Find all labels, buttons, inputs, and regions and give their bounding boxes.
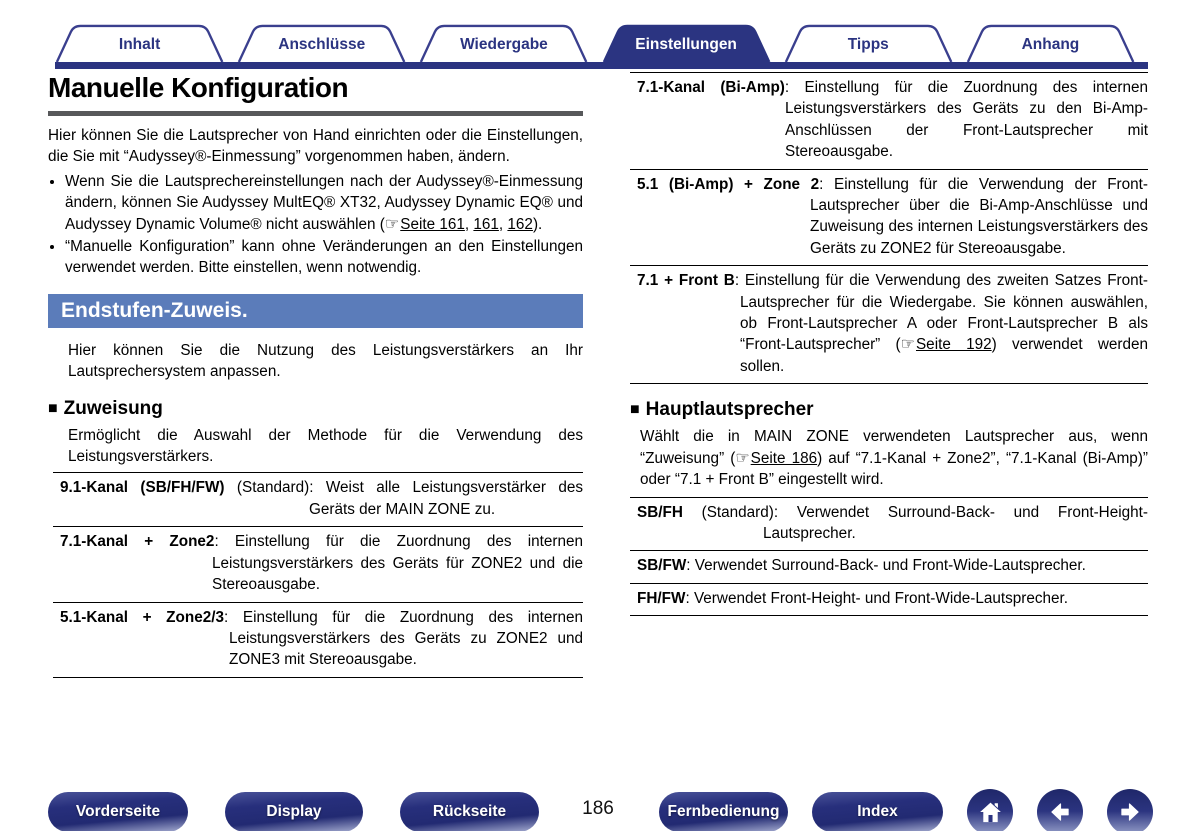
tab-label: Wiedergabe bbox=[460, 36, 548, 53]
tab-label: Inhalt bbox=[118, 36, 161, 53]
definition-desc: Einstellung für die Zuordnung des internen Leistungsverstärkers des Geräts zu den Bi-Amp-Anschlüssen der Front-Lautsprecher mit Stereoausgabe. bbox=[785, 79, 1149, 161]
pointing-hand-icon: ☞ bbox=[900, 336, 916, 354]
tab-inhalt[interactable] bbox=[55, 24, 224, 62]
definition-row bbox=[630, 550, 1148, 582]
definition-term: 9.1-Kanal (SB/FH/FW) bbox=[60, 479, 225, 497]
definition-term-suffix: : bbox=[734, 272, 740, 290]
intro-paragraph: Hier können Sie die Lautsprecher von Hand einrichten oder die Einstellungen, die Sie mit “Audyssey®-Einmessung” vorgenommen haben, ändern. bbox=[48, 127, 583, 166]
tab-label: Anschlüsse bbox=[278, 36, 366, 53]
tab-wiedergabe[interactable] bbox=[419, 24, 588, 62]
note-text-end: ). bbox=[532, 215, 543, 233]
definition-term-suffix: : bbox=[784, 79, 790, 96]
page-link-seite-192[interactable]: Seite 192 bbox=[915, 336, 992, 354]
definition-term-suffix: : bbox=[819, 175, 824, 193]
back-button[interactable] bbox=[1037, 789, 1083, 831]
definition-term: 5.1-Kanal + Zone2/3 bbox=[60, 608, 224, 626]
page-link-seite-161[interactable]: Seite 161 bbox=[400, 215, 465, 233]
definition-desc: Einstellung für die Zuordnung des internen Leistungsverstärkers des Geräts für ZONE2 und die Stereoausgabe. bbox=[212, 533, 584, 594]
definition-desc: Verwendet Surround-Back- und Front-Height-Lautsprecher. bbox=[763, 503, 1148, 542]
definition-desc-end: ) verwendet werden sollen. bbox=[740, 336, 1149, 375]
fernbedienung-button[interactable]: Fernbedienung bbox=[659, 792, 788, 831]
link-separator: , bbox=[464, 215, 474, 233]
definition-row bbox=[630, 169, 1148, 266]
intro-text-end: ) auf “7.1-Kanal + Zone2”, “7.1-Kanal (Bi-Amp)” oder “7.1 + Front B” eingestellt wird. bbox=[640, 449, 1149, 489]
subsection-title: Zuweisung bbox=[63, 397, 163, 419]
definition-term-suffix: : bbox=[214, 533, 219, 551]
section-header-endstufen-zuweis: Endstufen-Zuweis. bbox=[48, 294, 583, 328]
definition-term: 7.1-Kanal + Zone2 bbox=[60, 533, 215, 551]
definition-desc: Weist alle Leistungsverstärker des Geräts der MAIN ZONE zu. bbox=[309, 479, 584, 518]
footer-nav bbox=[0, 789, 1185, 831]
square-icon: ■ bbox=[630, 401, 640, 419]
arrow-left-icon bbox=[1047, 799, 1073, 825]
definition-term: 5.1 (Bi-Amp) + Zone 2 bbox=[637, 175, 820, 193]
subsection-intro bbox=[640, 426, 1148, 490]
page-title: Manuelle Konfiguration bbox=[48, 72, 583, 116]
index-button[interactable]: Index bbox=[812, 792, 943, 831]
display-button[interactable]: Display bbox=[225, 792, 363, 831]
definition-term-suffix: (Standard): bbox=[224, 479, 314, 497]
definition-table bbox=[630, 72, 1148, 384]
home-icon bbox=[977, 799, 1004, 826]
intro-text: Wählt die in MAIN ZONE verwendeten Lautsprecher aus, wenn “Zuweisung” ( bbox=[640, 428, 1148, 467]
definition-table bbox=[53, 472, 583, 677]
link-separator: , bbox=[498, 215, 508, 233]
definition-term-suffix: (Standard): bbox=[682, 503, 779, 521]
subsection-heading-zuweisung bbox=[48, 398, 583, 420]
pointing-hand-icon: ☞ bbox=[384, 215, 401, 233]
definition-term: SB/FH bbox=[637, 503, 683, 521]
right-column bbox=[630, 69, 1148, 616]
pointing-hand-icon: ☞ bbox=[735, 449, 751, 467]
page-content bbox=[0, 69, 1185, 678]
definition-term: FH/FW bbox=[637, 589, 686, 607]
arrow-right-icon bbox=[1117, 799, 1143, 825]
square-icon: ■ bbox=[48, 399, 58, 417]
tab-label: Einstellungen bbox=[635, 36, 737, 53]
definition-row bbox=[53, 602, 583, 677]
subsection-title: Hauptlautsprecher bbox=[645, 399, 814, 421]
note-list bbox=[51, 171, 583, 279]
page-number: 186 bbox=[582, 798, 614, 819]
top-tab-bar bbox=[55, 24, 1135, 62]
definition-desc: Einstellung für die Verwendung der Front-Lautsprecher über die Bi-Amp-Anschlüsse und Zuweisung des internen Leistungsverstärkers des Geräts zu ZONE2 für Stereoausgabe. bbox=[810, 175, 1149, 257]
tab-einstellungen-active[interactable] bbox=[602, 24, 771, 62]
tab-anhang[interactable] bbox=[966, 24, 1135, 62]
subsection-heading-hauptlautsprecher bbox=[630, 399, 1148, 421]
definition-desc: Einstellung für die Verwendung des zweiten Satzes Front-Lautsprecher für die Wiedergabe. Sie können auswählen, ob Front-Lautsprecher A oder Front-Lautsprecher B als “Front-Lautsprecher” ( bbox=[740, 272, 1148, 354]
vorderseite-button[interactable]: Vorderseite bbox=[48, 792, 188, 831]
definition-row bbox=[53, 526, 583, 601]
left-column bbox=[48, 69, 583, 678]
definition-term: SB/FW bbox=[637, 557, 687, 575]
note-text: Wenn Sie die Lautsprechereinstellungen nach der Audyssey®-Einmessung ändern, können Sie Audyssey MultEQ® XT32, Audyssey Dynamic EQ® und Audyssey Dynamic Volume® nicht auswählen ( bbox=[65, 172, 583, 233]
tab-label: Anhang bbox=[1021, 36, 1080, 53]
tab-tipps[interactable] bbox=[784, 24, 953, 62]
page-link-seite-186[interactable]: Seite 186 bbox=[750, 449, 818, 467]
section-intro: Hier können Sie die Nutzung des Leistungsverstärkers an Ihr Lautsprechersystem anpassen. bbox=[68, 341, 583, 381]
definition-term-suffix: : bbox=[686, 557, 691, 575]
tab-label: Tipps bbox=[847, 36, 889, 53]
definition-row bbox=[630, 265, 1148, 383]
subsection-intro: Ermöglicht die Auswahl der Methode für die Verwendung des Leistungsverstärkers. bbox=[68, 426, 583, 466]
definition-row bbox=[630, 583, 1148, 615]
rueckseite-button[interactable]: Rückseite bbox=[400, 792, 539, 831]
definition-term-suffix: : bbox=[685, 589, 690, 607]
definition-desc: Einstellung für die Zuordnung des internen Leistungsverstärkers des Geräts zu ZONE2 und ZONE3 mit Stereoausgabe. bbox=[229, 608, 584, 669]
page-link-162[interactable]: 162 bbox=[507, 215, 533, 233]
forward-button[interactable] bbox=[1107, 789, 1153, 831]
home-button[interactable] bbox=[967, 789, 1013, 831]
note-item: • “Manuelle Konfiguration” kann ohne Veränderungen an den Einstellungen verwendet werden. Bitte einstellen, wenn notwendig. bbox=[65, 236, 583, 279]
note-item bbox=[65, 171, 583, 235]
definition-desc: Verwendet Front-Height- und Front-Wide-Lautsprecher. bbox=[693, 589, 1069, 607]
definition-row bbox=[630, 72, 1148, 169]
tab-underline-bar bbox=[55, 62, 1148, 69]
page-link-161[interactable]: 161 bbox=[473, 215, 499, 233]
definition-term-suffix: : bbox=[224, 608, 229, 626]
definition-term: 7.1-Kanal (Bi-Amp) bbox=[637, 79, 785, 96]
definition-row bbox=[630, 497, 1148, 551]
tab-anschluesse[interactable] bbox=[237, 24, 406, 62]
definition-row bbox=[53, 472, 583, 526]
definition-term: 7.1 + Front B bbox=[637, 272, 735, 290]
definition-table bbox=[630, 497, 1148, 617]
definition-desc: Verwendet Surround-Back- und Front-Wide-Lautsprecher. bbox=[694, 557, 1086, 575]
